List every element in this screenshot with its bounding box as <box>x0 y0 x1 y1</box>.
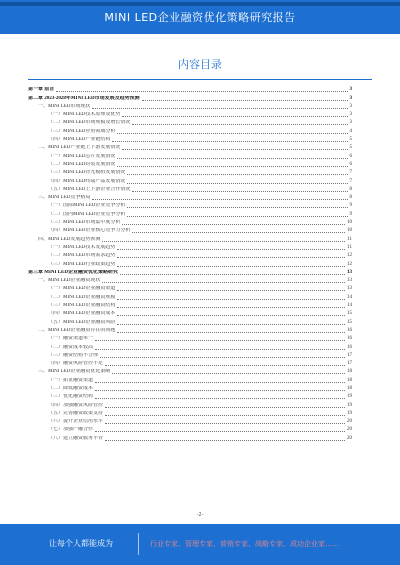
toc-entry-page: 4 <box>349 128 352 134</box>
toc-leader-dots <box>95 340 345 341</box>
toc-entry[interactable] <box>28 317 352 325</box>
toc-leader-dots <box>117 166 347 167</box>
toc-entry-text: （六）提升企业信用水平 <box>48 419 104 425</box>
toc-entry-page: 3 <box>349 87 352 93</box>
toc-leader-dots <box>117 290 345 291</box>
toc-entry-page: 20 <box>347 419 352 425</box>
toc-entry-page: 9 <box>349 203 352 209</box>
toc-entry[interactable] <box>28 375 352 383</box>
toc-leader-dots <box>95 349 345 350</box>
toc-leader-dots <box>142 100 348 101</box>
toc-entry-text: 二、MINI LED产业链上下游发展情况 <box>38 145 121 151</box>
toc-leader-dots <box>132 232 345 233</box>
toc-entry[interactable] <box>28 135 352 143</box>
toc-entry[interactable] <box>28 160 352 168</box>
toc-entry-page: 16 <box>347 336 352 342</box>
toc-entry-page: 17 <box>347 361 352 367</box>
toc-entry-page: 3 <box>349 120 352 126</box>
toc-entry-page: 14 <box>347 303 352 309</box>
toc-leader-dots <box>56 91 347 92</box>
toc-chapter-entry[interactable] <box>28 93 352 101</box>
toc-heading: 内容目录 <box>178 58 222 71</box>
toc-entry-text: 第二章 2023-2028年MINI LED市场发展及趋势预测 <box>28 95 140 101</box>
toc-entry-text: （八）建立融资服务平台 <box>48 435 104 441</box>
toc-divider <box>28 79 372 80</box>
toc-entry-page: 18 <box>347 369 352 375</box>
toc-entry-page: 20 <box>347 435 352 441</box>
toc-entry-text: （一）融资渠道单一 <box>48 336 94 342</box>
toc-entry[interactable] <box>28 185 352 193</box>
toc-entry-text: （五）MINI LED上下游企业合作情况 <box>48 186 131 192</box>
toc-leader-dots <box>132 124 347 125</box>
toc-entry[interactable] <box>28 151 352 159</box>
toc-entry-text: （三）优化融资结构 <box>48 394 94 400</box>
toc-entry[interactable] <box>28 201 352 209</box>
toc-entry-page: 18 <box>347 385 352 391</box>
footer-slogan: 让每个人都能成为 <box>49 539 113 548</box>
toc-entry-text: （四）MINI LED企业核心竞争力分析 <box>48 228 131 234</box>
toc-entry[interactable] <box>28 243 352 251</box>
toc-entry-text: （二）降低融资成本 <box>48 385 94 391</box>
toc-entry-page: 13 <box>347 278 352 284</box>
toc-leader-dots <box>117 249 345 250</box>
toc-entry[interactable] <box>28 400 352 408</box>
report-header <box>0 0 400 34</box>
toc-leader-dots <box>92 199 347 200</box>
toc-entry[interactable] <box>28 359 352 367</box>
toc-entry-page: 3 <box>349 103 352 109</box>
toc-leader-dots <box>127 216 347 217</box>
toc-entry-text: （三）融资结构不合理 <box>48 352 99 358</box>
toc-leader-dots <box>117 299 345 300</box>
toc-entry[interactable] <box>28 309 352 317</box>
toc-entry-text: （一）MINI LED技术原理及优势 <box>48 112 121 118</box>
toc-entry-text: （四）加强融资风险管控 <box>48 402 104 408</box>
toc-leader-dots <box>102 282 345 283</box>
toc-leader-dots <box>127 174 347 175</box>
toc-entry-page: 8 <box>349 186 352 192</box>
toc-entry[interactable] <box>28 193 352 201</box>
toc-entry-page: 11 <box>347 236 352 242</box>
toc-entry[interactable] <box>28 342 352 350</box>
toc-leader-dots <box>120 274 345 275</box>
toc-entry-text: （四）融资风险管控不足 <box>48 361 104 367</box>
toc-leader-dots <box>127 183 347 184</box>
toc-entry-text: （一）国际MINI LED企业竞争分析 <box>48 203 126 209</box>
toc-entry-page: 17 <box>347 352 352 358</box>
toc-entry-text: （二）MINI LED市场规模及增长情况 <box>48 120 131 126</box>
toc-entry-page: 7 <box>349 178 352 184</box>
toc-entry[interactable] <box>28 292 352 300</box>
toc-leader-dots <box>100 357 345 358</box>
toc-entry[interactable] <box>28 218 352 226</box>
toc-entry[interactable] <box>28 384 352 392</box>
toc-entry-text: （四）MINI LED终端产品发展情况 <box>48 178 126 184</box>
toc-entry-page: 15 <box>347 311 352 317</box>
toc-entry-page: 16 <box>347 344 352 350</box>
toc-entry-text: （二）MINI LED封装发展情况 <box>48 161 116 167</box>
toc-leader-dots <box>95 382 345 383</box>
toc-chapter-entry[interactable] <box>28 85 352 93</box>
toc-entry-page: 5 <box>349 137 352 143</box>
toc-entry[interactable] <box>28 126 352 134</box>
toc-entry-page: 8 <box>349 195 352 201</box>
toc-entry[interactable] <box>28 176 352 184</box>
toc-entry[interactable] <box>28 234 352 242</box>
toc-entry-text: （三）MINI LED应用领域分析 <box>48 128 116 134</box>
toc-entry[interactable] <box>28 326 352 334</box>
toc-entry-page: 18 <box>347 377 352 383</box>
toc-entry-page: 5 <box>349 145 352 151</box>
toc-entry-text: （三）MINI LED行业政策趋势 <box>48 261 116 267</box>
toc-leader-dots <box>117 266 345 267</box>
toc-leader-dots <box>117 158 347 159</box>
header-accent-bar <box>0 2 400 6</box>
toc-entry-page: 12 <box>347 253 352 259</box>
toc-entry-text: 第一章 前言 <box>28 87 55 93</box>
toc-entry-page: 6 <box>349 153 352 159</box>
toc-entry-page: 13 <box>347 286 352 292</box>
toc-entry-page: 20 <box>347 427 352 433</box>
toc-entry-text: 二、MINI LED企业融资存在的问题 <box>38 327 116 333</box>
page-number: -2- <box>196 512 204 518</box>
footer-divider <box>138 533 139 555</box>
toc-leader-dots <box>105 423 345 424</box>
toc-entry-page: 11 <box>347 244 352 250</box>
toc-leader-dots <box>112 373 345 374</box>
toc-leader-dots <box>117 324 345 325</box>
footer-roles: 行业专家、管理专家、营销专家、战略专家、成功企业家…… <box>150 540 339 548</box>
toc-entry-text: （三）MINI LED企业融资结构 <box>48 303 116 309</box>
toc-entry[interactable] <box>28 251 352 259</box>
toc-entry-page: 3 <box>349 112 352 118</box>
toc-entry-page: 3 <box>349 95 352 101</box>
toc-entry-text: （四）MINI LED企业融资成本 <box>48 311 116 317</box>
toc-leader-dots <box>95 431 345 432</box>
toc-entry-text: 三、MINI LED企业融资优化策略 <box>38 369 111 375</box>
toc-entry-page: 10 <box>347 228 352 234</box>
toc-entry-text: 四、MINI LED发展趋势预测 <box>38 236 101 242</box>
toc-entry-page: 19 <box>347 410 352 416</box>
toc-leader-dots <box>105 365 345 366</box>
toc-entry-page: 7 <box>349 170 352 176</box>
toc-leader-dots <box>105 415 345 416</box>
toc-entry[interactable] <box>28 392 352 400</box>
toc-entry-text: （三）MINI LED市场集中度分析 <box>48 220 121 226</box>
toc-chapter-entry[interactable] <box>28 268 352 276</box>
toc-entry-page: 16 <box>347 327 352 333</box>
toc-entry[interactable] <box>28 259 352 267</box>
toc-entry[interactable] <box>28 433 352 441</box>
toc-entry-page: 19 <box>347 402 352 408</box>
toc-entry-text: （二）MINI LED企业融资规模 <box>48 294 116 300</box>
toc-entry-page: 15 <box>347 319 352 325</box>
toc-leader-dots <box>102 241 345 242</box>
report-title: MINI LED企业融资优化策略研究报告 <box>104 11 296 24</box>
toc-leader-dots <box>122 149 347 150</box>
toc-entry-text: 第三章 MINI LED企业融资优化策略研究 <box>28 269 119 275</box>
toc-entry[interactable] <box>28 417 352 425</box>
toc-entry[interactable] <box>28 409 352 417</box>
toc-entry-text: （二）国内MINI LED企业竞争分析 <box>48 211 126 217</box>
toc-entry-text: （七）加强产融合作 <box>48 427 94 433</box>
toc-leader-dots <box>95 390 345 391</box>
toc-entry[interactable] <box>28 102 352 110</box>
toc-entry-text: （一）MINI LED企业融资渠道 <box>48 286 116 292</box>
toc-leader-dots <box>112 141 347 142</box>
table-of-contents <box>28 85 352 442</box>
toc-entry-text: （五）MINI LED企业融资风险 <box>48 319 116 325</box>
toc-entry-text: （一）MINI LED技术发展趋势 <box>48 244 116 250</box>
toc-entry[interactable] <box>28 168 352 176</box>
toc-entry[interactable] <box>28 425 352 433</box>
toc-entry[interactable] <box>28 284 352 292</box>
toc-entry[interactable] <box>28 118 352 126</box>
toc-entry[interactable] <box>28 351 352 359</box>
toc-entry-text: 一、MINI LED企业融资现状 <box>38 278 101 284</box>
toc-entry-text: （四）MINI LED产业链结构 <box>48 137 111 143</box>
toc-entry-text: 一、MINI LED市场现状 <box>38 103 91 109</box>
toc-leader-dots <box>117 257 345 258</box>
toc-entry-text: （二）MINI LED市场需求趋势 <box>48 253 116 259</box>
toc-entry[interactable] <box>28 209 352 217</box>
toc-entry-page: 9 <box>349 211 352 217</box>
toc-entry[interactable] <box>28 367 352 375</box>
toc-entry-text: （一）MINI LED芯片发展情况 <box>48 153 116 159</box>
toc-entry-text: （三）MINI LED背光模组发展情况 <box>48 170 126 176</box>
toc-entry-page: 14 <box>347 294 352 300</box>
toc-entry-text: （二）融资成本较高 <box>48 344 94 350</box>
toc-leader-dots <box>132 191 347 192</box>
toc-leader-dots <box>105 407 345 408</box>
toc-entry-text: （五）完善融资政策支持 <box>48 410 104 416</box>
toc-leader-dots <box>122 116 347 117</box>
toc-leader-dots <box>117 133 347 134</box>
toc-leader-dots <box>122 224 345 225</box>
toc-entry[interactable] <box>28 334 352 342</box>
toc-entry[interactable] <box>28 276 352 284</box>
footer-banner <box>0 524 400 565</box>
toc-entry-page: 13 <box>347 269 352 275</box>
toc-entry-text: （一）拓宽融资渠道 <box>48 377 94 383</box>
toc-entry[interactable] <box>28 110 352 118</box>
toc-entry-text: 三、MINI LED竞争格局 <box>38 195 91 201</box>
toc-entry[interactable] <box>28 301 352 309</box>
toc-entry-page: 12 <box>347 261 352 267</box>
toc-entry[interactable] <box>28 143 352 151</box>
toc-leader-dots <box>117 332 345 333</box>
toc-entry[interactable] <box>28 226 352 234</box>
toc-leader-dots <box>95 398 345 399</box>
toc-leader-dots <box>105 440 345 441</box>
toc-leader-dots <box>127 207 347 208</box>
toc-leader-dots <box>117 315 345 316</box>
toc-leader-dots <box>92 108 347 109</box>
toc-leader-dots <box>117 307 345 308</box>
toc-entry-page: 6 <box>349 161 352 167</box>
toc-entry-page: 19 <box>347 394 352 400</box>
toc-entry-page: 10 <box>347 220 352 226</box>
